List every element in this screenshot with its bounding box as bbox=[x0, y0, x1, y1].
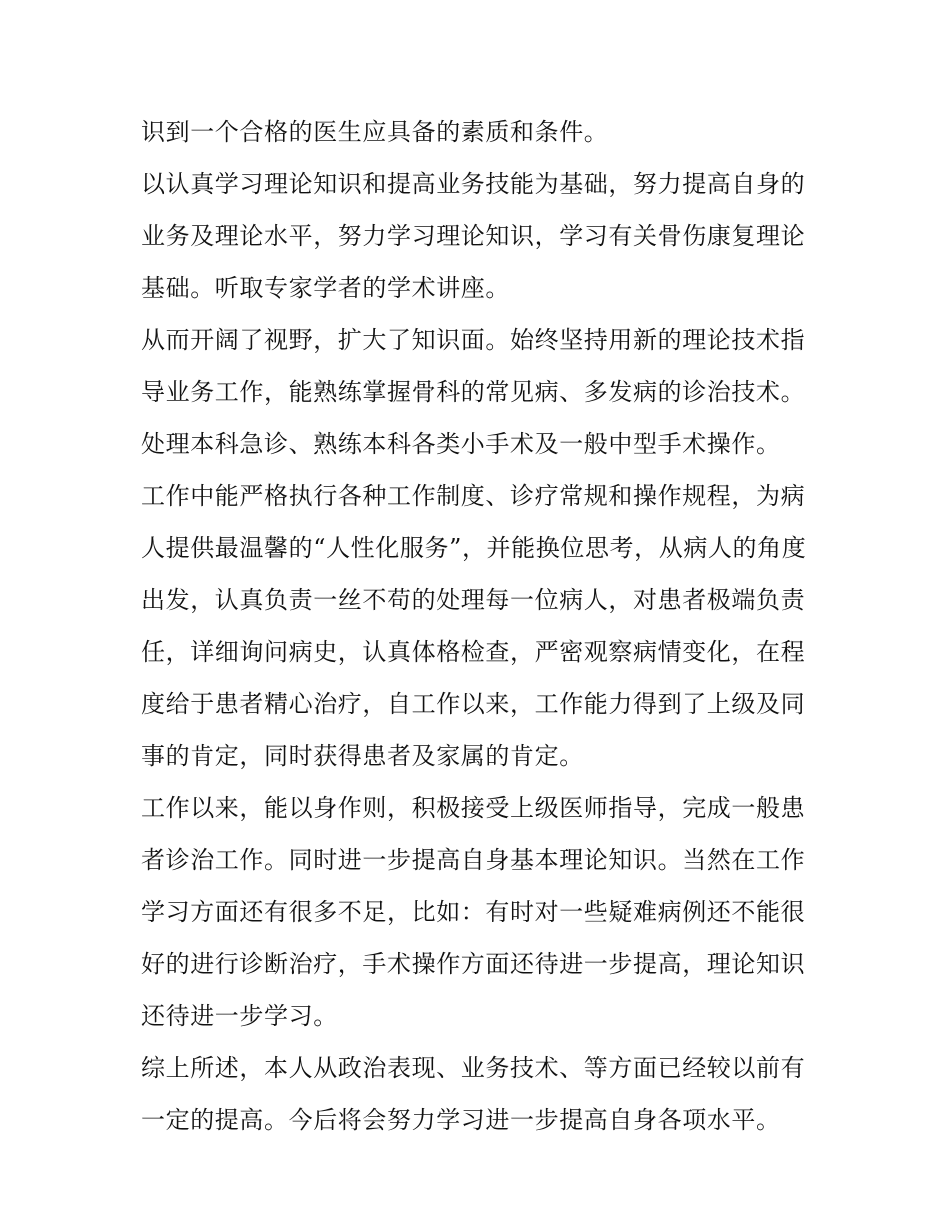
text-line: 工作中能严格执行各种工作制度、诊疗常规和操作规程，为病 bbox=[141, 482, 806, 510]
document-body bbox=[141, 106, 821, 1146]
text-line: 从而开阔了视野，扩大了知识面。始终坚持用新的理论技术指 bbox=[141, 326, 806, 354]
text-line: 导业务工作，能熟练掌握骨科的常见病、多发病的诊治技术。 bbox=[141, 378, 806, 406]
text-line: 处理本科急诊、熟练本科各类小手术及一般中型手术操作。 bbox=[141, 430, 781, 458]
text-line: 工作以来，能以身作则，积极接受上级医师指导，完成一般患 bbox=[141, 794, 806, 822]
text-line: 基础。听取专家学者的学术讲座。 bbox=[141, 274, 510, 302]
text-line: 事的肯定，同时获得患者及家属的肯定。 bbox=[141, 742, 584, 770]
text-line: 出发，认真负责一丝不苟的处理每一位病人，对患者极端负责 bbox=[141, 586, 806, 614]
text-line: 还待进一步学习。 bbox=[141, 1002, 338, 1030]
text-line: 一定的提高。今后将会努力学习进一步提高自身各项水平。 bbox=[141, 1106, 781, 1134]
text-line: 者诊治工作。同时进一步提高自身基本理论知识。当然在工作 bbox=[141, 846, 806, 874]
text-line: 识到一个合格的医生应具备的素质和条件。 bbox=[141, 118, 609, 146]
text-line: 学习方面还有很多不足，比如：有时对一些疑难病例还不能很 bbox=[141, 898, 806, 926]
text-line: 业务及理论水平，努力学习理论知识，学习有关骨伤康复理论 bbox=[141, 222, 806, 250]
text-line: 度给于患者精心治疗，自工作以来，工作能力得到了上级及同 bbox=[141, 690, 806, 718]
text-line: 以认真学习理论知识和提高业务技能为基础，努力提高自身的 bbox=[141, 170, 806, 198]
text-line: 综上所述，本人从政治表现、业务技术、等方面已经较以前有 bbox=[141, 1054, 806, 1082]
text-line: 任，详细询问病史，认真体格检查，严密观察病情变化，在程 bbox=[141, 638, 806, 666]
text-line: 好的进行诊断治疗，手术操作方面还待进一步提高，理论知识 bbox=[141, 950, 806, 978]
text-line: 人提供最温馨的“人性化服务”，并能换位思考，从病人的角度 bbox=[141, 534, 807, 562]
